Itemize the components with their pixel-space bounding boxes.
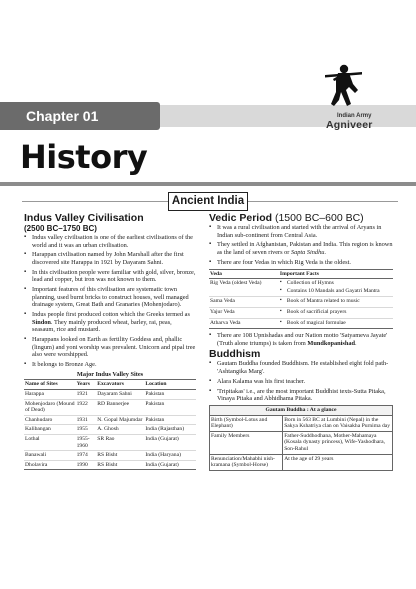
table-row [24, 434, 196, 450]
list-item: ▪ Gautam Buddha founded Buddhism. He established eight fold path-'Ashtangika Marg'. [209, 360, 393, 375]
table-cell: Pakistan [144, 399, 196, 415]
table-header-row [210, 406, 393, 416]
table-cell: Atharva Veda [209, 318, 279, 329]
table-row [209, 307, 393, 318]
vedas-table [209, 269, 393, 330]
list-item: ▪ Collection of Hymns [280, 280, 392, 287]
page-title: History [20, 138, 148, 176]
table-row [24, 399, 196, 415]
table-cell: RS Bisht [96, 451, 144, 461]
column-header: Excavators [96, 380, 144, 390]
list-item: ▪ Book of magical formulae [280, 320, 392, 327]
list-item: ▪ Important features of this civilisation are systematic town planning, used burnt bricks to construct houses, well managed drainage system, Great Bath and Granaries (Mohenjodaro). [24, 286, 196, 309]
list-item: ▪ It was a rural civilisation and started with the arrival of Aryans in Indian sub-continent from Central Asia. [209, 224, 393, 239]
indus-heading: Indus Valley Civilisation [24, 212, 144, 224]
chapter-label: Chapter 01 [0, 102, 160, 130]
table-row [24, 460, 196, 470]
veda-facts [280, 309, 392, 316]
table-cell: Dholavira [24, 460, 76, 470]
list-item: ▪ 'Tripitakas' i.e., are the most important Buddhist texts-Sutta Pitaka, Vinaya Pitaka and Abhidhama Pitaka. [209, 388, 393, 403]
left-column [24, 213, 196, 470]
buddhism-bullets [209, 360, 393, 402]
table-cell: A. Ghosh [96, 425, 144, 435]
table-cell: Chanhudaro [24, 415, 76, 425]
table-cell: Pakistan [144, 390, 196, 400]
list-item: ▪ Alara Kalama was his first teacher. [209, 378, 393, 386]
table-cell: 1922 [76, 399, 97, 415]
list-item: ▪ Indus valley civilisation is one of the earliest civilisations of the world and it was an urban civilisation. [24, 234, 196, 249]
table-cell: Harappa [24, 390, 76, 400]
table-cell: Sama Veda [209, 297, 279, 308]
list-item: ▪ Book of sacrificial prayers [280, 309, 392, 316]
table-cell: Kalibangan [24, 425, 76, 435]
motto-text-end: . [354, 339, 357, 347]
table-row [24, 415, 196, 425]
table-cell: 1931 [76, 415, 97, 425]
table-cell [279, 279, 393, 297]
cotton-text-start: Indus people first produced cotton which the Greeks termed as [32, 311, 190, 319]
table-cell: Birth (Symbol-Lotus and Elephant) [210, 415, 283, 431]
vedic-heading [209, 213, 393, 224]
table-header-row [24, 380, 196, 390]
buddhism-heading: Buddhism [209, 348, 261, 361]
column-header: Name of Sites [24, 380, 76, 390]
table-cell: Renunciation/Mahabhi nish-kramana (Symbol-Horse) [210, 454, 283, 470]
table-cell: India (Rajasthan) [144, 425, 196, 435]
list-item: ▪ In this civilisation people were familiar with gold, silver, bronze, lead and copper, but iron was not known to them. [24, 269, 196, 284]
table-row [210, 415, 393, 431]
brand-small-label: Indian Army [337, 113, 372, 119]
table-cell: Yajur Veda [209, 307, 279, 318]
table-row [24, 451, 196, 461]
table-cell: N. Gopal Majumdar [96, 415, 144, 425]
table-cell: India (Haryana) [144, 451, 196, 461]
sapta-sindhu-term: Sapta Sindhu [290, 248, 325, 256]
vedic-heading-text: Vedic Period [209, 212, 273, 224]
indus-sites-table [24, 379, 196, 470]
section-divider-right [248, 201, 398, 202]
column-header: Important Facts [279, 269, 393, 279]
table-row [209, 318, 393, 329]
list-item [209, 332, 393, 347]
table-cell [279, 318, 393, 329]
table-row [209, 279, 393, 297]
table-cell: Mohenjodaro (Mound of Dead) [24, 399, 76, 415]
list-item [209, 241, 393, 256]
table-cell: Banawali [24, 451, 76, 461]
column-header: Location [144, 380, 196, 390]
column-header: Years [76, 380, 97, 390]
table-cell: 1921 [76, 390, 97, 400]
table-cell: At the age of 29 years [283, 454, 393, 470]
table-cell: 1990 [76, 460, 97, 470]
table-cell: Father-Suddhodhana, Mother-Mahamaya (Kosala dynasty princess), Wife-Yashodhara, Son-Rahul [283, 431, 393, 454]
motto-text-start: There are 108 Upnishadas and our Nation motto 'Satyameva Jayate' (Truth alone triumps) is taken from [217, 332, 388, 347]
table-row [209, 297, 393, 308]
veda-facts [280, 298, 392, 305]
table-cell: RD Bannerjee [96, 399, 144, 415]
list-item: ▪ Contains 10 Mandals and Gayatri Mantra [280, 288, 392, 295]
table-cell: Family Members [210, 431, 283, 454]
section-divider-left [22, 201, 168, 202]
indus-bullets [24, 234, 196, 369]
table-cell [279, 297, 393, 308]
mundkopanishad-term: Mundkopanishad [307, 339, 355, 347]
veda-facts [280, 320, 392, 327]
vedic-subheading: (1500 BC–600 BC) [274, 212, 364, 224]
table-cell: Born in 563 BC at Lumbini (Nepal) in the Sakya Kshatriya clan on Vaisakha Purnima day [283, 415, 393, 431]
buddha-table-title: Gautam Buddha : At a glance [210, 406, 393, 416]
table-row [210, 431, 393, 454]
right-column [209, 213, 393, 471]
table-cell: 1974 [76, 451, 97, 461]
table-cell [279, 307, 393, 318]
settlement-text-end: . [324, 248, 326, 256]
table-cell: RS Bisht [96, 460, 144, 470]
brand-name: Agniveer [326, 119, 373, 131]
table-cell: Rig Veda (oldest Veda) [209, 279, 279, 297]
column-header: Veda [209, 269, 279, 279]
settlement-text-start: They settled in Afghanistan, Pakistan and India. This region is known as the land of seven rivers or [217, 241, 393, 256]
table-cell: 1955-1960 [76, 434, 97, 450]
list-item: ▪ It belongs to Bronze Age. [24, 361, 196, 369]
section-title: Ancient India [168, 192, 248, 211]
title-divider [0, 182, 416, 186]
table-cell: 1955 [76, 425, 97, 435]
table-cell: India (Gujarat) [144, 434, 196, 450]
table-cell: Dayaram Sahni [96, 390, 144, 400]
list-item [24, 311, 196, 334]
list-item: ▪ Harappans looked on Earth as fertility Goddess and, phallic (lingum) and yoni worship was prevalent. Unicorn and pipal tree also were worshipped. [24, 336, 196, 359]
table-row [24, 390, 196, 400]
vedic-bullets [209, 224, 393, 266]
list-item: ▪ Harappan civilisation named by John Marshall after the first discovered site Harappa in 1921 by Dayaram Sahni. [24, 251, 196, 266]
table-cell: India (Gujarat) [144, 460, 196, 470]
table-header-row [209, 269, 393, 279]
soldier-logo-icon [322, 60, 368, 108]
buddha-table [209, 405, 393, 471]
list-item: ▪ There are four Vedas in which Rig Veda is the oldest. [209, 259, 393, 267]
table-cell: SR Rao [96, 434, 144, 450]
indus-subheading: (2500 BC–1750 BC) [24, 224, 97, 233]
sindon-term: Sindon [32, 318, 51, 326]
table-cell: Lothal [24, 434, 76, 450]
table-row [24, 425, 196, 435]
table-cell: Pakistan [144, 415, 196, 425]
list-item: ▪ Book of Mantra related to music [280, 298, 392, 305]
upnishad-bullets [209, 332, 393, 347]
cotton-text-end: . They mainly produced wheat, barley, rai, peas, seasaum, rice and mustard. [32, 318, 172, 334]
rig-veda-facts [280, 280, 392, 294]
indus-table-title: Major Indus Valley Sites [76, 370, 144, 378]
table-row [210, 454, 393, 470]
